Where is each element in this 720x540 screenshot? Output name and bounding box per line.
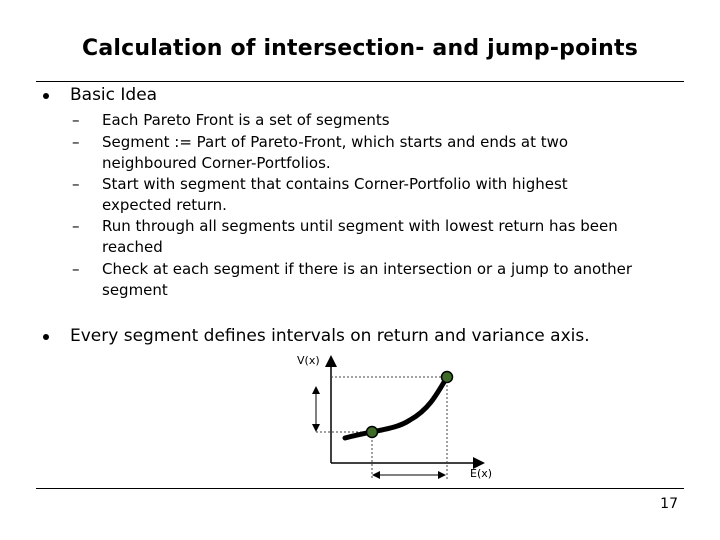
- dash-marker: –: [72, 217, 80, 235]
- sub-item-4: Run through all segments until segment with lowest return has been reached: [102, 217, 618, 256]
- sub-item-5: Check at each segment if there is an intersection or a jump to another segment: [102, 260, 633, 299]
- bullet-basic-idea: Basic Idea: [70, 85, 158, 105]
- x-axis-label: E(x): [470, 467, 493, 480]
- page-number: 17: [660, 496, 678, 512]
- dash-marker: –: [72, 260, 80, 278]
- sub-item-2: Segment := Part of Pareto-Front, which starts and ends at two neighboured Corner-Portfolios.: [102, 133, 569, 172]
- sub-item-1: Each Pareto Front is a set of segments: [102, 111, 390, 129]
- slide-title: Calculation of intersection- and jump-points: [81, 36, 639, 61]
- dash-marker: –: [72, 133, 80, 151]
- sub-item-3: Start with segment that contains Corner-Portfolio with highest expected return.: [102, 175, 568, 214]
- footer-divider: [36, 488, 684, 489]
- pareto-segment-curve: [345, 377, 447, 438]
- y-axis-label: V(x): [297, 354, 320, 367]
- dash-marker: –: [72, 175, 80, 193]
- corner-portfolio-point-high: [442, 372, 453, 383]
- bullet-intervals: Every segment defines intervals on return and variance axis.: [70, 326, 590, 346]
- dash-marker: –: [72, 111, 80, 129]
- corner-portfolio-point-low: [367, 427, 378, 438]
